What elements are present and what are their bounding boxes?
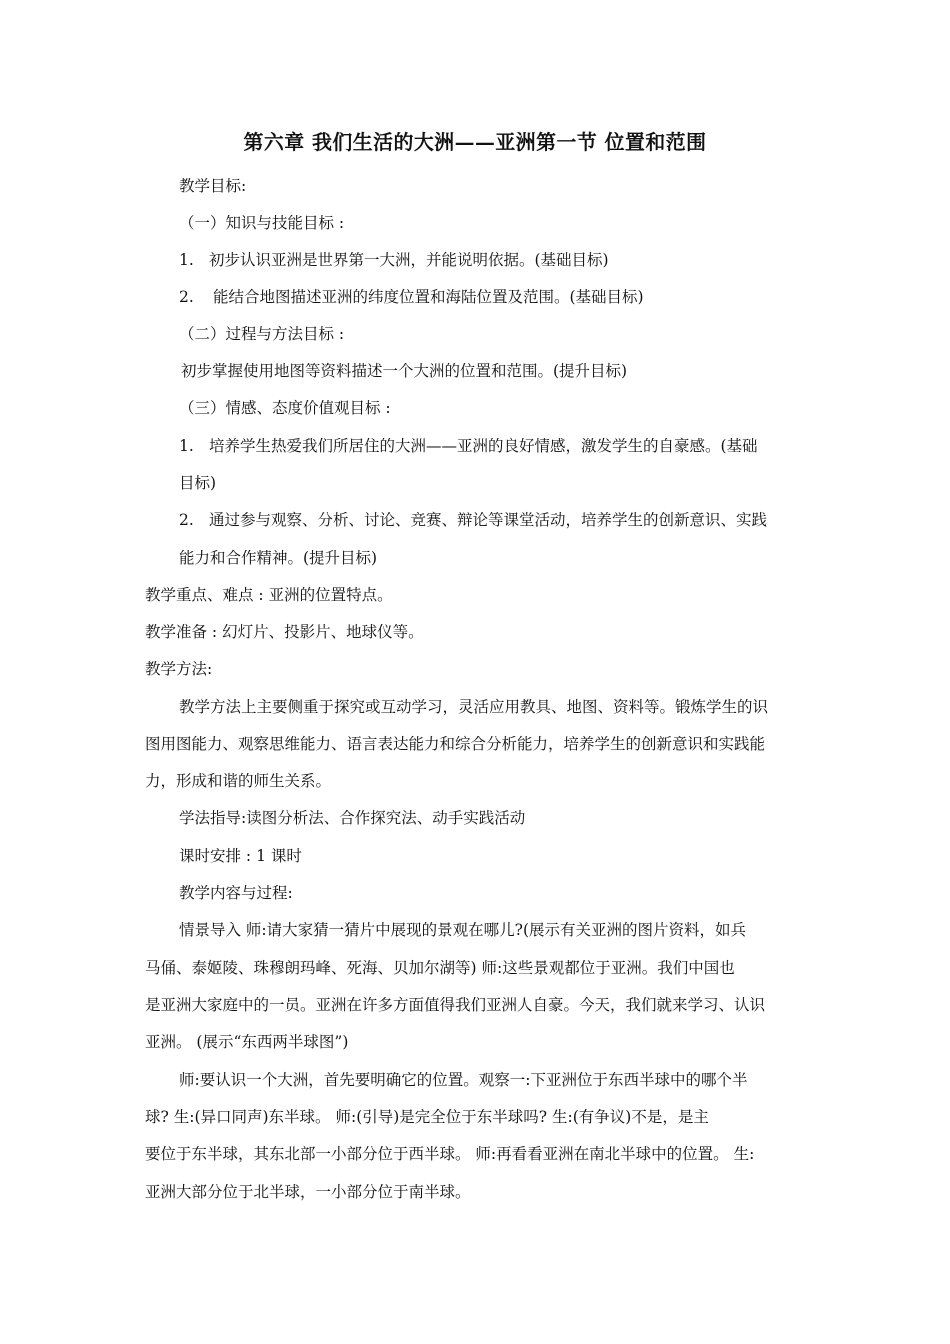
s3-item2-line1 — [179, 510, 767, 530]
section2-heading: （二）过程与方法目标 : — [179, 325, 345, 343]
methods-heading: 教学方法: — [145, 660, 213, 678]
teach-line1: 师:要认识一个大洲，首先要明确它的位置。观察一:下亚洲位于东西半球中的哪个半 — [179, 1071, 748, 1089]
teach-line2: 球? 生:(异口同声)东半球。 师:(引导)是完全位于东半球吗? 生:(有争议)不是，是主 — [145, 1108, 709, 1126]
methods-line1: 教学方法上主要侧重于探究或互动学习，灵活应用教具、地图、资料等。锻炼学生的识 — [179, 698, 769, 716]
s3-item1-num: 1. — [179, 437, 194, 455]
s3-item2-num: 2. — [179, 511, 194, 529]
teach-line3: 要位于东半球，其东北部一小部分位于西半球。 师:再看看亚洲在南北半球中的位置。 生: — [145, 1145, 755, 1163]
preparation: 教学准备 : 幻灯片、投影片、地球仪等。 — [145, 623, 424, 641]
s1-item2 — [179, 287, 644, 307]
study-guide: 学法指导:读图分析法、合作探究法、动手实践活动 — [179, 809, 526, 827]
section1-heading: （一）知识与技能目标 : — [179, 214, 345, 232]
s1-item1-num: 1. — [179, 251, 194, 269]
intro-line3: 是亚洲大家庭中的一员。亚洲在许多方面值得我们亚洲人自豪。今天，我们就来学习、认识 — [145, 996, 766, 1014]
schedule: 课时安排 : 1 课时 — [179, 847, 302, 865]
s1-item2-text: 能结合地图描述亚洲的纬度位置和海陆位置及范围。(基础目标) — [213, 288, 644, 306]
teach-line4: 亚洲大部分位于北半球，一小部分位于南半球。 — [145, 1183, 471, 1201]
methods-line3: 力，形成和谐的师生关系。 — [145, 772, 332, 790]
methods-line2: 图用图能力、观察思维能力、语言表达能力和综合分析能力，培养学生的创新意识和实践能 — [145, 735, 766, 753]
s3-item1-line1 — [179, 436, 758, 456]
content-heading: 教学内容与过程: — [179, 884, 293, 902]
s1-item1 — [179, 250, 609, 270]
key-points: 教学重点、难点 : 亚洲的位置特点。 — [145, 586, 393, 604]
s3-item2-line2: 能力和合作精神。(提升目标) — [179, 549, 378, 567]
s3-item1-text: 培养学生热爱我们所居住的大洲——亚洲的良好情感，激发学生的自豪感。(基础 — [209, 437, 758, 455]
goals-heading: 教学目标: — [179, 177, 247, 195]
intro-line4: 亚洲。 (展示“东西两半球图”) — [145, 1033, 349, 1051]
s1-item2-num: 2. — [179, 288, 194, 306]
s2-text: 初步掌握使用地图等资料描述一个大洲的位置和范围。(提升目标) — [181, 362, 628, 380]
s3-item2-text: 通过参与观察、分析、讨论、竞赛、辩论等课堂活动，培养学生的创新意识、实践 — [209, 511, 768, 529]
s1-item1-text: 初步认识亚洲是世界第一大洲，并能说明依据。(基础目标) — [209, 251, 609, 269]
intro-line1: 情景导入 师:请大家猜一猜片中展现的景观在哪儿?(展示有关亚洲的图片资料，如兵 — [179, 921, 747, 939]
intro-line2: 马俑、泰姬陵、珠穆朗玛峰、死海、贝加尔湖等) 师:这些景观都位于亚洲。我们中国也 — [145, 959, 735, 977]
s3-item1-line2: 目标) — [179, 474, 217, 492]
page-title: 第六章 我们生活的大洲——亚洲第一节 位置和范围 — [243, 130, 707, 154]
section3-heading: （三）情感、态度价值观目标 : — [179, 399, 391, 417]
